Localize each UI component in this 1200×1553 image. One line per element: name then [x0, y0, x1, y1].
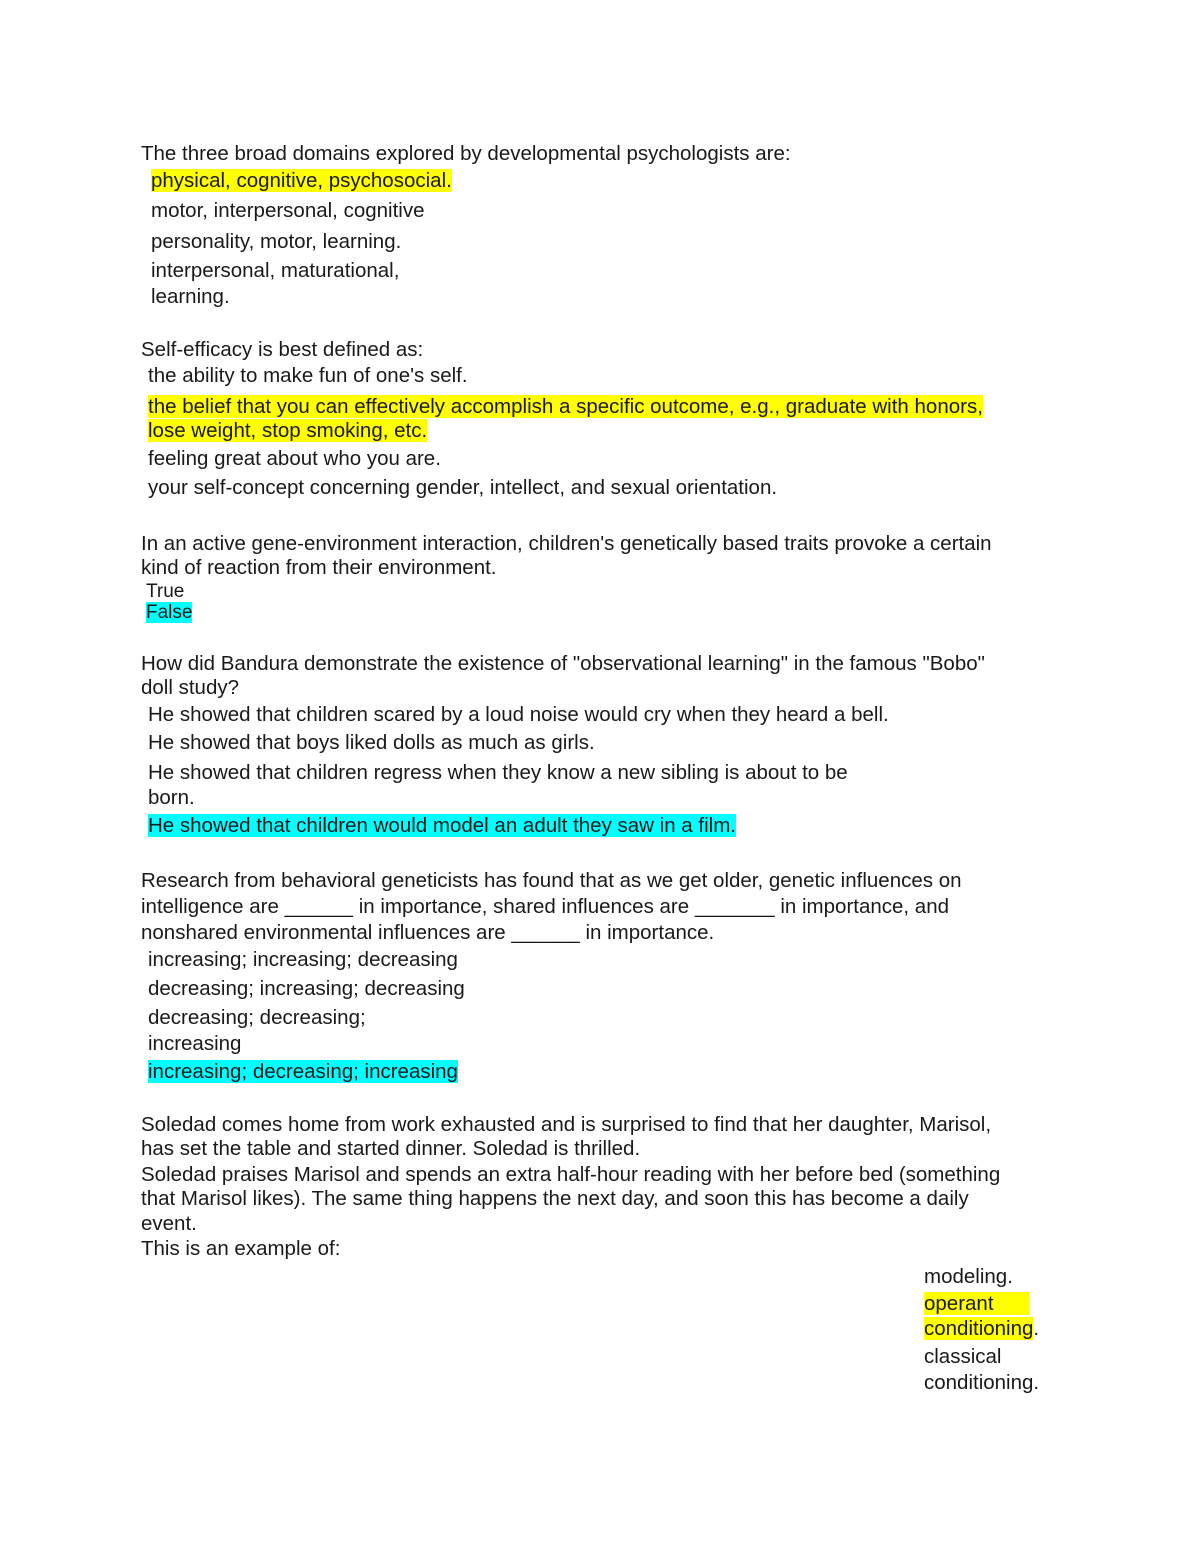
option: interpersonal, maturational,	[151, 259, 400, 282]
option-correct-continued: conditioning	[924, 1317, 1034, 1340]
option: the ability to make fun of one's self.	[148, 364, 468, 387]
option-correct: operant	[924, 1292, 1029, 1315]
question-text-continued: doll study?	[141, 676, 240, 699]
question-text-continued: has set the table and started dinner. Soledad is thrilled.	[141, 1137, 641, 1160]
question-text-continued: that Marisol likes). The same thing happens the next day, and soon this has become a daily	[141, 1187, 969, 1210]
option-continued: learning.	[151, 285, 230, 308]
question-text: The three broad domains explored by developmental psychologists are:	[141, 142, 791, 165]
option-trailing-period: .	[1033, 1317, 1040, 1340]
question-text: Self-efficacy is best defined as:	[141, 338, 424, 361]
option-correct: increasing; decreasing; increasing	[148, 1060, 458, 1083]
question-text-continued: event.	[141, 1212, 197, 1235]
question-text: In an active gene-environment interaction, children's genetically based traits provoke a certain	[141, 532, 992, 555]
question-text-continued: nonshared environmental influences are ______ in importance.	[141, 921, 715, 944]
option: motor, interpersonal, cognitive	[151, 199, 425, 222]
option: decreasing; increasing; decreasing	[148, 977, 465, 1000]
question-text-continued: kind of reaction from their environment.	[141, 556, 497, 579]
option: classical	[924, 1345, 1002, 1368]
option-continued: increasing	[148, 1032, 242, 1055]
question-text: How did Bandura demonstrate the existence of "observational learning" in the famous "Bobo"	[141, 652, 985, 675]
option: decreasing; decreasing;	[148, 1006, 366, 1029]
question-text-continued: Soledad praises Marisol and spends an extra half-hour reading with her before bed (something	[141, 1163, 1001, 1186]
option: He showed that boys liked dolls as much as girls.	[148, 731, 595, 754]
question-prompt: This is an example of:	[141, 1237, 341, 1260]
question-text-continued: intelligence are ______ in importance, shared influences are _______ in importance, and	[141, 895, 950, 918]
option-correct: the belief that you can effectively accomplish a specific outcome, e.g., graduate with honors,	[148, 395, 983, 418]
question-text: Soledad comes home from work exhausted and is surprised to find that her daughter, Marisol,	[141, 1113, 992, 1136]
option: increasing; increasing; decreasing	[148, 948, 458, 971]
option: modeling.	[924, 1265, 1013, 1288]
option: personality, motor, learning.	[151, 230, 402, 253]
option-correct: He showed that children would model an adult they saw in a film.	[148, 814, 736, 837]
option: He showed that children scared by a loud noise would cry when they heard a bell.	[148, 703, 889, 726]
option-line: physical, cognitive, psychosocial.	[151, 169, 452, 192]
option: feeling great about who you are.	[148, 447, 441, 470]
option-continued: born.	[148, 786, 195, 809]
question-text: Research from behavioral geneticists has found that as we get older, genetic influences on	[141, 869, 962, 892]
option-correct: False	[146, 602, 193, 623]
option-correct-continued: lose weight, stop smoking, etc.	[148, 419, 428, 442]
option: your self-concept concerning gender, intellect, and sexual orientation.	[148, 476, 778, 499]
option: He showed that children regress when they know a new sibling is about to be	[148, 761, 848, 784]
option-continued: conditioning.	[924, 1371, 1040, 1394]
option: True	[146, 581, 185, 602]
